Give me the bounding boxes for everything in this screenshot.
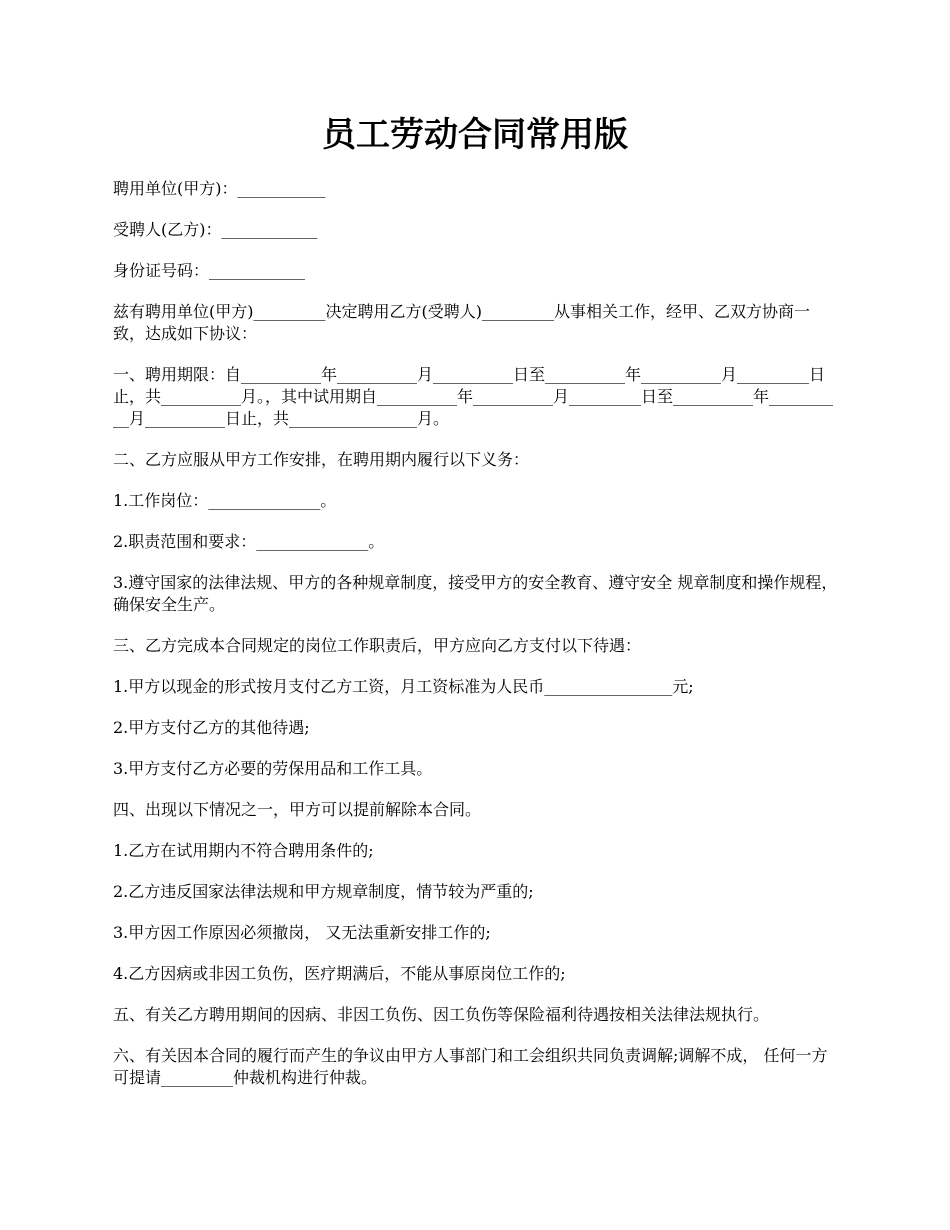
paragraph-section-4-item-2: 2.乙方违反国家法律法规和甲方规章制度，情节较为严重的; bbox=[113, 882, 534, 901]
paragraph-employee: 受聘人(乙方)：____________ bbox=[113, 220, 318, 239]
paragraph-preamble: 兹有聘用单位(甲方)_________决定聘用乙方(受聘人)_________从事相关工作，经甲、乙双方协商一致，达成如下协议： bbox=[113, 302, 810, 343]
paragraph-section-3-item-2: 2.甲方支付乙方的其他待遇; bbox=[113, 718, 310, 737]
paragraph-section-6: 六、有关因本合同的履行而产生的争议由甲方人事部门和工会组织共同负责调解;调解不成， 任何一方可提请_________仲裁机构进行仲裁。 bbox=[113, 1046, 828, 1087]
paragraph-section-2-item-1: 1.工作岗位：______________。 bbox=[113, 491, 337, 510]
paragraph-section-2-item-3: 3.遵守国家的法律法规、甲方的各种规章制度，接受甲方的安全教育、遵守安全 规章制度和操作规程，确保安全生产。 bbox=[113, 573, 838, 614]
paragraph-section-4-item-4: 4.乙方因病或非因工负伤，医疗期满后，不能从事原岗位工作的; bbox=[113, 964, 566, 983]
paragraph-employer: 聘用单位(甲方)：___________ bbox=[113, 179, 326, 198]
paragraph-section-3-item-1: 1.甲方以现金的形式按月支付乙方工资，月工资标准为人民币________________元; bbox=[113, 677, 694, 696]
paragraph-section-5: 五、有关乙方聘用期间的因病、非因工负伤、因工负伤等保险福利待遇按相关法律法规执行。 bbox=[113, 1005, 770, 1024]
paragraph-id-number: 身份证号码：____________ bbox=[113, 261, 306, 280]
paragraph-section-3-heading: 三、乙方完成本合同规定的岗位工作职责后，甲方应向乙方支付以下待遇： bbox=[113, 636, 642, 655]
document-title: 员工劳动合同常用版 bbox=[322, 115, 628, 155]
paragraph-section-4-item-1: 1.乙方在试用期内不符合聘用条件的; bbox=[113, 841, 374, 860]
document-body bbox=[113, 178, 840, 1108]
paragraph-section-2-item-2: 2.职责范围和要求：______________。 bbox=[113, 532, 385, 551]
paragraph-section-4-item-3: 3.甲方因工作原因必须撤岗， 又无法重新安排工作的; bbox=[113, 923, 491, 942]
paragraph-section-2-heading: 二、乙方应服从甲方工作安排，在聘用期内履行以下义务： bbox=[113, 450, 530, 469]
paragraph-section-3-item-3: 3.甲方支付乙方必要的劳保用品和工作工具。 bbox=[113, 759, 433, 778]
paragraph-section-4-heading: 四、出现以下情况之一，甲方可以提前解除本合同。 bbox=[113, 800, 482, 819]
paragraph-section-1-term: 一、聘用期限：自__________年__________月__________日至__________年__________月_________日止，共__________月。，其中试用期自__________年__________月_________日至__________年__________月__________日止，共________________月。 bbox=[113, 365, 834, 428]
